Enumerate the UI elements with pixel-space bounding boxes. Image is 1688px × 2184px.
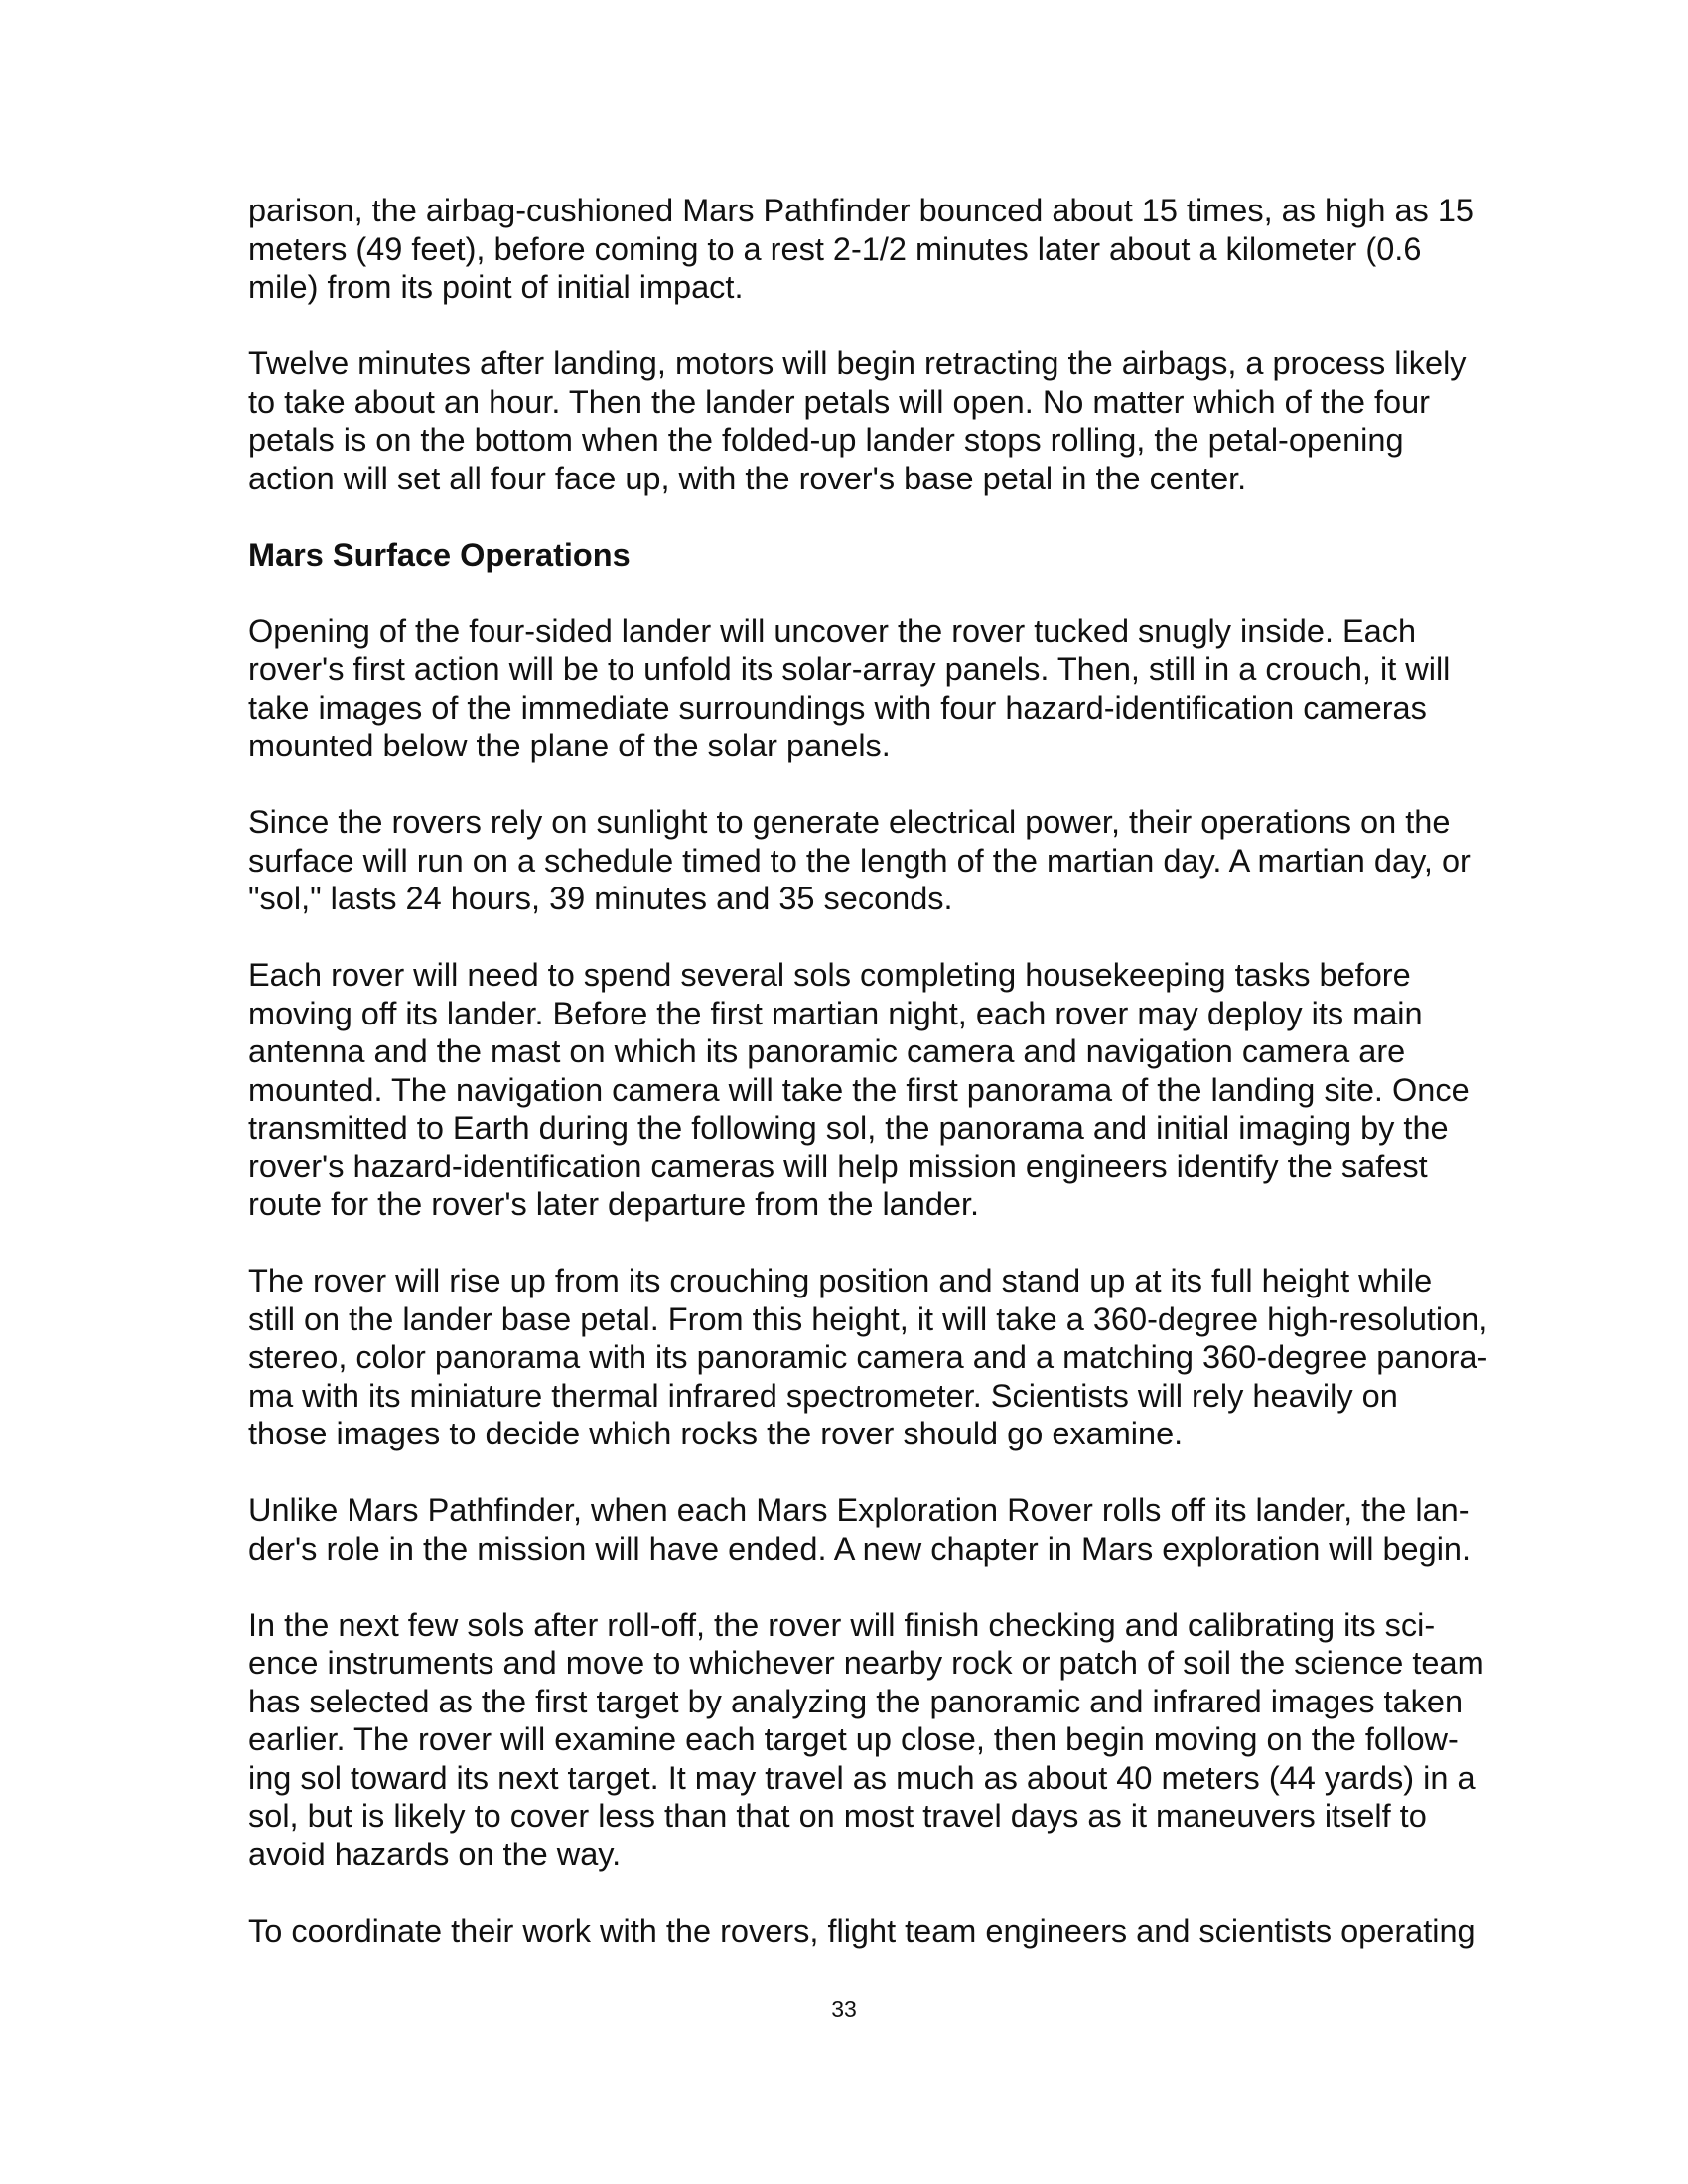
text-line: rover's first action will be to unfold its solar-array panels. Then, still in a crouch, it will [248,651,1451,687]
text-line: avoid hazards on the way. [248,1836,622,1872]
text-line: ence instruments and move to whichever nearby rock or patch of soil the science team [248,1645,1484,1681]
text-line: Unlike Mars Pathfinder, when each Mars Exploration Rover rolls off its lander, the lan- [248,1492,1470,1528]
paragraph-housekeeping [248,956,1529,1224]
text-line: To coordinate their work with the rovers, flight team engineers and scientists operating [248,1912,1476,1949]
text-line: take images of the immediate surroundings with four hazard-identification cameras [248,689,1427,726]
paragraph-roll-off [248,1491,1529,1568]
text-line: mounted. The navigation camera will take the first panorama of the landing site. Once [248,1071,1470,1108]
section-heading: Mars Surface Operations [248,536,631,573]
paragraph-sol-schedule [248,803,1529,918]
text-line: sol, but is likely to cover less than that on most travel days as it maneuvers itself to [248,1798,1427,1834]
text-line: surface will run on a schedule timed to the length of the martian day. A martian day, or [248,842,1471,879]
text-line: Opening of the four-sided lander will uncover the rover tucked snugly inside. Each [248,613,1417,649]
text-line: those images to decide which rocks the rover should go examine. [248,1416,1184,1451]
text-line: ing sol toward its next target. It may travel as much as about 40 meters (44 yards) in a [248,1759,1476,1796]
text-line: Twelve minutes after landing, motors will begin retracting the airbags, a process likely [248,345,1467,381]
document-page [248,192,1529,1988]
text-line: ma with its miniature thermal infrared spectrometer. Scientists will rely heavily on [248,1377,1398,1414]
text-line: stereo, color panorama with its panoramic camera and a matching 360-degree panora- [248,1339,1488,1375]
text-line: earlier. The rover will examine each target up close, then begin moving on the follow- [248,1721,1459,1757]
text-line: still on the lander base petal. From this height, it will take a 360-degree high-resolution, [248,1300,1488,1337]
text-line: rover's hazard-identification cameras will help mission engineers identify the safest [248,1148,1428,1184]
paragraph-lander-opening [248,613,1529,765]
text-line: to take about an hour. Then the lander petals will open. No matter which of the four [248,383,1430,420]
text-line: meters (49 feet), before coming to a rest 2-1/2 minutes later about a kilometer (0.6 [248,230,1422,267]
paragraph-first-target [248,1606,1529,1874]
paragraph-airbag-retraction [248,344,1529,497]
page-number: 33 [831,1996,857,2022]
text-line: moving off its lander. Before the first martian night, each rover may deploy its main [248,995,1423,1031]
text-line: Each rover will need to spend several sols completing housekeeping tasks before [248,957,1411,993]
text-line: parison, the airbag-cushioned Mars Pathfinder bounced about 15 times, as high as 15 [248,193,1474,228]
text-line: mounted below the plane of the solar panels. [248,728,891,763]
text-line: has selected as the first target by analyzing the panoramic and infrared images taken [248,1683,1464,1719]
text-line: In the next few sols after roll-off, the rover will finish checking and calibrating its sci- [248,1606,1436,1643]
text-line: The rover will rise up from its crouching position and stand up at its full height while [248,1263,1433,1298]
text-line: mile) from its point of initial impact. [248,269,744,305]
text-line: antenna and the mast on which its panoramic camera and navigation camera are [248,1033,1406,1069]
text-line: "sol," lasts 24 hours, 39 minutes and 35 seconds. [248,881,953,916]
paragraph-pathfinder-comparison [248,192,1529,307]
text-line: transmitted to Earth during the following sol, the panorama and initial imaging by the [248,1110,1449,1146]
text-line: route for the rover's later departure from the lander. [248,1186,980,1222]
text-line: Since the rovers rely on sunlight to generate electrical power, their operations on the [248,804,1451,840]
text-line: petals is on the bottom when the folded-up lander stops rolling, the petal-opening [248,422,1404,458]
paragraph-panorama [248,1262,1529,1453]
text-line: der's role in the mission will have ended. A new chapter in Mars exploration will begin. [248,1530,1472,1567]
text-line: action will set all four face up, with the rover's base petal in the center. [248,460,1247,496]
paragraph-coordination [248,1912,1529,1951]
